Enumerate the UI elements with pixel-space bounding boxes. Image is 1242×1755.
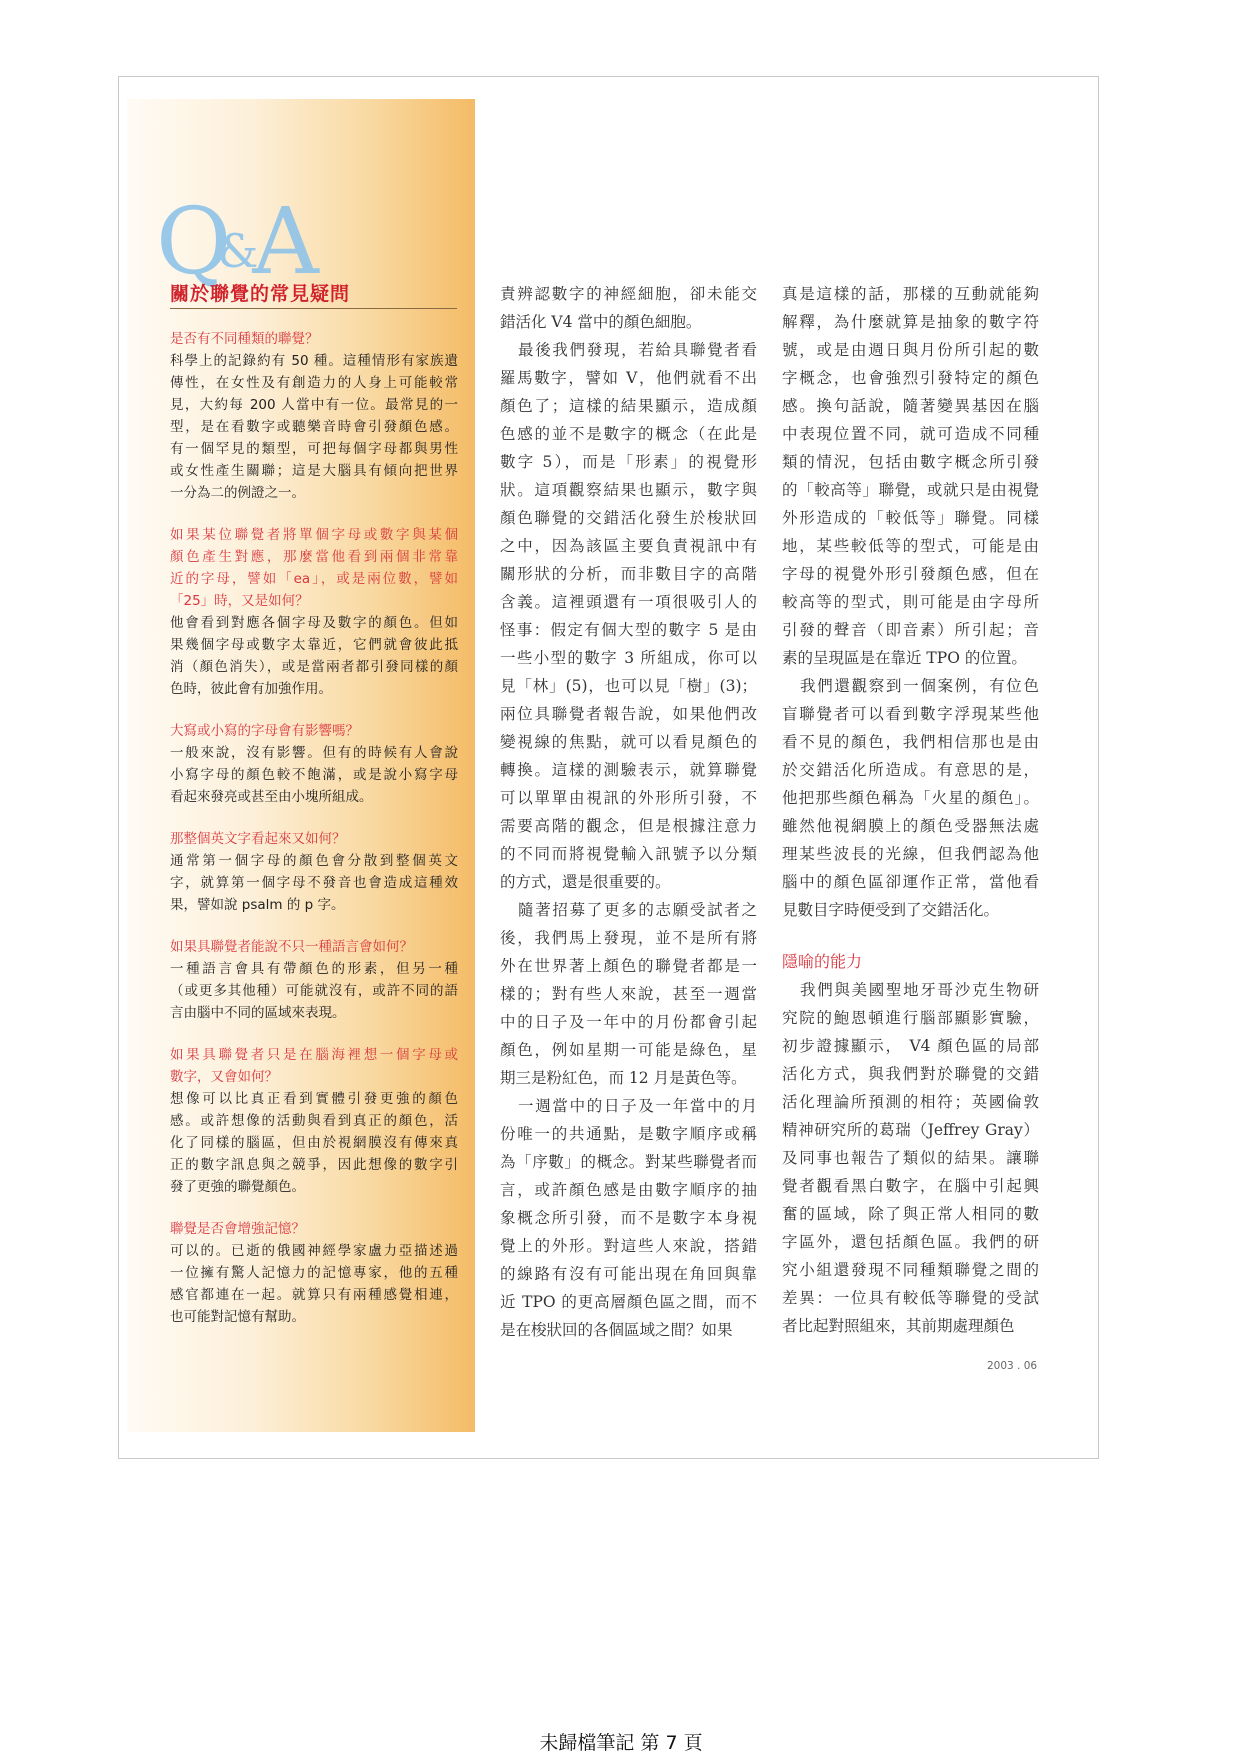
article-column-middle	[500, 280, 757, 1344]
text-line: 言，或許顏色感是由數字順序的抽	[500, 1181, 757, 1199]
answer-line: 化了同樣的腦區，但由於視網膜沒有傳來真	[170, 1135, 458, 1151]
text-line: 兩位具聯覺者報告說，如果他們改	[500, 705, 757, 723]
text-line: 外形造成的「較低等」聯覺。同樣	[782, 509, 1039, 527]
question-line: 大寫或小寫的字母會有影響嗎？	[170, 723, 359, 739]
text-line: 的「較高等」聯覺，或就只是由視覺	[782, 481, 1039, 499]
text-line: 覺上的外形。對這些人來說，搭錯	[500, 1237, 757, 1255]
answer-line: 型，是在看數字或聽樂音時會引發顏色感。	[170, 419, 458, 435]
answer-line: 科學上的記錄約有 50 種。這種情形有家族遺	[170, 353, 458, 369]
qa-item	[170, 1218, 458, 1328]
answer-line: 有一個罕見的類型，可把每個字母都與男性	[170, 441, 458, 457]
answer-line: 他會看到對應各個字母及數字的顏色。但如	[170, 615, 458, 631]
text-line: 需要高階的觀念，但是根據注意力	[500, 817, 757, 835]
question-line: 是否有不同種類的聯覺？	[170, 331, 319, 347]
text-line: 責辨認數字的神經細胞，卻未能交	[500, 285, 757, 303]
text-line: 較高等的型式，則可能是由字母所	[782, 593, 1039, 611]
text-line: 的線路有沒有可能出現在角回與靠	[500, 1265, 757, 1283]
text-line: 怪事：假定有個大型的數字 5 是由	[500, 621, 757, 639]
text-line: 一週當中的日子及一年當中的月	[518, 1097, 757, 1115]
text-line: 字區外，還包括顏色區。我們的研	[782, 1233, 1039, 1251]
text-line: 看不見的顏色，我們相信那也是由	[782, 733, 1039, 751]
question-line: 聯覺是否會增強記憶？	[170, 1221, 305, 1237]
qa-item	[170, 1044, 458, 1198]
text-line: 期三是粉紅色，而 12 月是黃色等。	[500, 1069, 747, 1087]
answer-line: 想像可以比真正看到實體引發更強的顏色	[170, 1091, 458, 1107]
answer-line: 一位擁有驚人記憶力的記憶專家，他的五種	[170, 1265, 458, 1281]
text-line: 外在世界著上顏色的聯覺者都是一	[500, 957, 757, 975]
text-line: 類的情況，包括由數字概念所引發	[782, 453, 1039, 471]
paragraph	[782, 280, 1039, 672]
article-column-right	[782, 280, 1039, 1340]
text-line: 錯活化 V4 當中的顏色細胞。	[500, 313, 702, 331]
answer-line: 看起來發亮或甚至由小塊所組成。	[170, 789, 373, 805]
text-line: 是在梭狀回的各個區域之間？如果	[500, 1321, 733, 1339]
text-line: 盲聯覺者可以看到數字浮現某些他	[782, 705, 1039, 723]
paragraph	[782, 976, 1039, 1340]
text-line: 素的呈現區是在靠近 TPO 的位置。	[782, 649, 1027, 667]
text-line: 顏色了；這樣的結果顯示，造成顏	[500, 397, 757, 415]
text-line: 數字 5），而是「形素」的視覺形	[500, 453, 757, 471]
answer-line: 一種語言會具有帶顏色的形素，但另一種	[170, 961, 458, 977]
qa-item	[170, 524, 458, 700]
answer-line: 感官都連在一起。就算只有兩種感覺相連，	[170, 1287, 458, 1303]
answer-line: 言由腦中不同的區域來表現。	[170, 1005, 346, 1021]
qa-item	[170, 936, 458, 1024]
text-line: 含義。這裡頭還有一項很吸引人的	[500, 593, 757, 611]
answer-line: 發了更強的聯覺顏色。	[170, 1179, 305, 1195]
answer-line: 通常第一個字母的顏色會分散到整個英文	[170, 853, 458, 869]
answer-line: 可以的。已逝的俄國神經學家盧力亞描述過	[170, 1243, 458, 1259]
answer-line: 色時，彼此會有加強作用。	[170, 681, 332, 697]
text-line: 真是這樣的話，那樣的互動就能夠	[782, 285, 1039, 303]
text-line: 理某些波長的光線，但我們認為他	[782, 845, 1039, 863]
answer-line: 感。或許想像的活動與看到真正的顏色，活	[170, 1113, 458, 1129]
text-line: 我們與美國聖地牙哥沙克生物研	[800, 981, 1039, 999]
text-line: 中的日子及一年中的月份都會引起	[500, 1013, 757, 1031]
text-line: 轉換。這樣的測驗表示，就算聯覺	[500, 761, 757, 779]
answer-line: 見，大約每 200 人當中有一位。最常見的一	[170, 397, 458, 413]
text-line: 的不同而將視覺輸入訊號予以分類	[500, 845, 757, 863]
text-line: 樣的；對有些人來說，甚至一週當	[500, 985, 757, 1003]
question-line: 如果某位聯覺者將單個字母或數字與某個	[170, 527, 458, 543]
text-line: 象概念所引發，而不是數字本身視	[500, 1209, 757, 1227]
text-line: 顏色，例如星期一可能是綠色，星	[500, 1041, 757, 1059]
question-line: 數字，又會如何？	[170, 1069, 278, 1085]
answer-line: 字，就算第一個字母不發音也會造成這種效	[170, 875, 458, 891]
answer-line: 傳性，在女性及有創造力的人身上可能較常	[170, 375, 458, 391]
answer-line: 消（顏色消失），或是當兩者都引發同樣的顏	[170, 659, 458, 675]
text-line: 份唯一的共通點，是數字順序或稱	[500, 1125, 757, 1143]
question-line: 近的字母，譬如「ea」，或是兩位數，譬如	[170, 571, 458, 587]
text-line: 腦中的顏色區卻運作正常，當他看	[782, 873, 1039, 891]
text-line: 的方式，還是很重要的。	[500, 873, 671, 891]
answer-line: 果，譬如說 psalm 的 p 字。	[170, 897, 345, 913]
text-line: 於交錯活化所造成。有意思的是，	[782, 761, 1039, 779]
text-line: 感。換句話說，隨著變異基因在腦	[782, 397, 1039, 415]
answer-line: 或女性產生關聯；這是大腦具有傾向把世界	[170, 463, 458, 479]
qa-title: 關於聯覺的常見疑問	[170, 279, 457, 309]
text-line: 可以單單由視訊的外形所引發，不	[500, 789, 757, 807]
page-footer: 未歸檔筆記 第 7 頁	[539, 1732, 703, 1754]
text-line: 我們還觀察到一個案例，有位色	[800, 677, 1039, 695]
text-line: 關形狀的分析，而非數目字的高階	[500, 565, 757, 583]
text-line: 究小組還發現不同種類聯覺之間的	[782, 1261, 1039, 1279]
text-line: 覺者觀看黑白數字，在腦中引起興	[782, 1177, 1039, 1195]
question-line: 顏色產生對應，那麼當他看到兩個非常靠	[170, 549, 458, 565]
text-line: 顏色聯覺的交錯活化發生於梭狀回	[500, 509, 757, 527]
answer-line: 正的數字訊息與之競爭，因此想像的數字引	[170, 1157, 458, 1173]
answer-line: 也可能對記憶有幫助。	[170, 1309, 305, 1325]
text-line: 見數目字時便受到了交錯活化。	[782, 901, 1000, 919]
answer-line: 果幾個字母或數字太靠近，它們就會彼此抵	[170, 637, 458, 653]
question-line: 那整個英文字看起來又如何？	[170, 831, 346, 847]
text-line: 中表現位置不同，就可造成不同種	[782, 425, 1039, 443]
text-line: 羅馬數字，譬如 V，他們就看不出	[500, 369, 757, 387]
text-line: 為「序數」的概念。對某些聯覺者而	[500, 1153, 757, 1171]
text-line: 差異：一位具有較低等聯覺的受試	[782, 1289, 1039, 1307]
text-line: 隨著招募了更多的志願受試者之	[518, 901, 757, 919]
qa-column	[170, 328, 458, 1348]
text-line: 狀。這項觀察結果也顯示，數字與	[500, 481, 757, 499]
answer-line: （或更多其他種）可能就沒有，或許不同的語	[170, 983, 458, 999]
text-line: 近 TPO 的更高層顏色區之間，而不	[500, 1293, 757, 1311]
qa-logo: Q&A	[156, 188, 305, 295]
paragraph	[500, 1092, 757, 1344]
text-line: 雖然他視網膜上的顏色受器無法處	[782, 817, 1039, 835]
text-line: 解釋，為什麼就算是抽象的數字符	[782, 313, 1039, 331]
qa-item	[170, 828, 458, 916]
text-line: 精神研究所的葛瑞（Jeffrey Gray）	[782, 1121, 1039, 1139]
text-line: 後，我們馬上發現，並不是所有將	[500, 929, 757, 947]
question-line: 如果具聯覺者只是在腦海裡想一個字母或	[170, 1047, 458, 1063]
text-line: 者比起對照組來，其前期處理顏色	[782, 1317, 1015, 1335]
issue-date: 2003 . 06	[987, 1360, 1038, 1372]
qa-item	[170, 720, 458, 808]
answer-line: 一般來說，沒有影響。但有的時候有人會說	[170, 745, 458, 761]
text-line: 引發的聲音（即音素）所引起；音	[782, 621, 1039, 639]
text-line: 變視線的焦點，就可以看見顏色的	[500, 733, 757, 751]
text-line: 初步證據顯示， V4 顏色區的局部	[782, 1037, 1039, 1055]
text-line: 活化方式，與我們對於聯覺的交錯	[782, 1065, 1039, 1083]
section-heading: 隱喻的能力	[782, 952, 863, 971]
question-line: 如果具聯覺者能說不只一種語言會如何？	[170, 939, 413, 955]
paragraph	[500, 280, 757, 336]
answer-line: 小寫字母的顏色較不飽滿，或是說小寫字母	[170, 767, 458, 783]
text-line: 活化理論所預測的相符；英國倫敦	[782, 1093, 1039, 1111]
paragraph	[782, 672, 1039, 924]
paragraph	[500, 336, 757, 896]
text-line: 他把那些顏色稱為「火星的顏色」。	[782, 789, 1039, 807]
text-line: 字概念，也會強烈引發特定的顏色	[782, 369, 1039, 387]
text-line: 奮的區域，除了與正常人相同的數	[782, 1205, 1039, 1223]
text-line: 色感的並不是數字的概念（在此是	[500, 425, 757, 443]
text-line: 一些小型的數字 3 所組成，你可以	[500, 649, 757, 667]
text-line: 最後我們發現，若給具聯覺者看	[518, 341, 757, 359]
qa-item	[170, 328, 458, 504]
text-line: 見「林」(5)，也可以見「樹」(3)；	[500, 677, 757, 695]
text-line: 及同事也報告了類似的結果。讓聯	[782, 1149, 1039, 1167]
text-line: 之中，因為該區主要負責視訊中有	[500, 537, 757, 555]
text-line: 地，某些較低等的型式，可能是由	[782, 537, 1039, 555]
text-line: 究院的鮑恩頓進行腦部顯影實驗，	[782, 1009, 1039, 1027]
text-line: 字母的視覺外形引發顏色感，但在	[782, 565, 1039, 583]
answer-line: 一分為二的例證之一。	[170, 485, 305, 501]
text-line: 號，或是由週日與月份所引起的數	[782, 341, 1039, 359]
paragraph	[500, 896, 757, 1092]
question-line: 「25」時，又是如何？	[170, 593, 309, 609]
